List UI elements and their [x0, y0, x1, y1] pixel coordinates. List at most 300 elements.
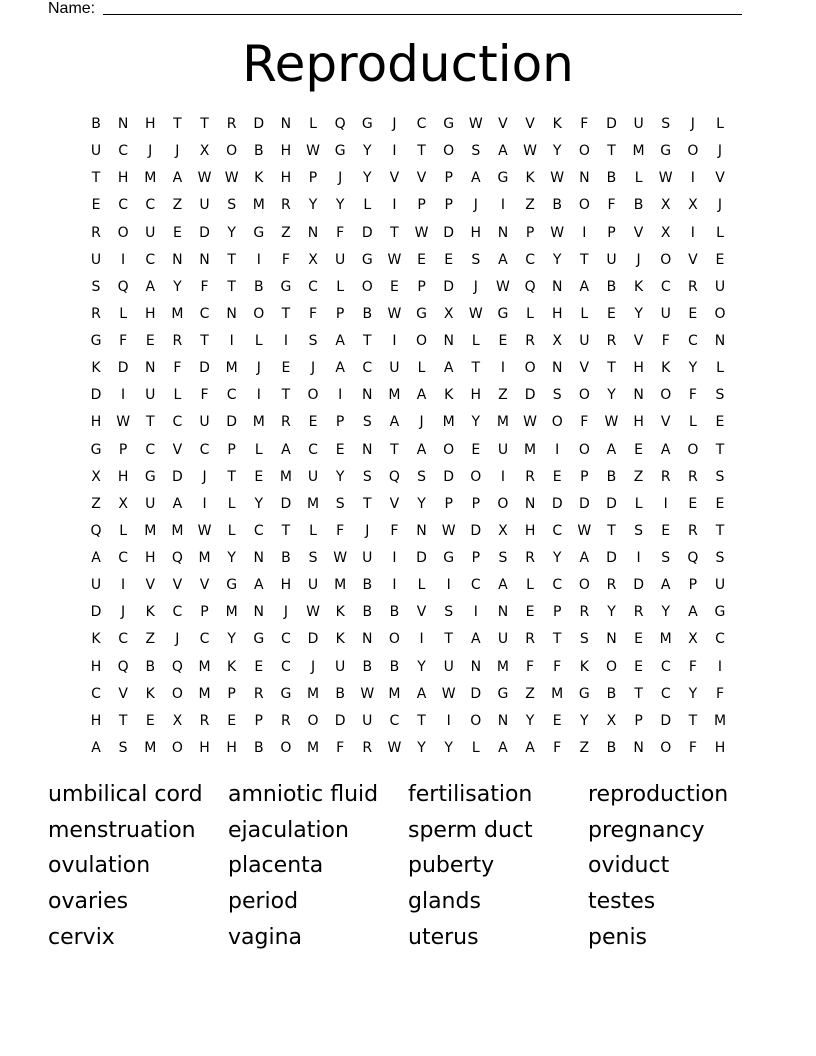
grid-letter: H	[524, 522, 536, 539]
grid-letter: U	[497, 441, 509, 458]
grid-letter: B	[606, 739, 617, 756]
grid-letter: C	[308, 441, 318, 458]
grid-letter: F	[688, 739, 697, 756]
grid-letter: T	[91, 170, 101, 187]
grid-letter: E	[254, 468, 264, 485]
grid-letter: T	[390, 224, 399, 241]
grid-letter: B	[335, 685, 345, 702]
grid-letter: H	[280, 143, 292, 160]
grid-letter: G	[714, 604, 726, 621]
grid-letter: T	[173, 116, 182, 132]
grid-letter: G	[361, 116, 373, 132]
grid-letter: L	[227, 495, 236, 512]
grid-letter: B	[91, 116, 101, 132]
grid-letter: C	[552, 522, 563, 539]
grid-letter: E	[634, 658, 644, 675]
name-label: Name:	[48, 0, 96, 17]
grid-letter: F	[526, 658, 535, 675]
grid-letter: T	[607, 360, 616, 377]
grid-letter: Y	[634, 305, 643, 322]
grid-letter: O	[416, 333, 428, 350]
grid-letter: T	[417, 143, 426, 160]
word-list-item: ovaries	[48, 889, 129, 915]
grid-letter: O	[470, 712, 482, 729]
grid-letter: O	[578, 197, 590, 214]
grid-letter: Y	[417, 495, 426, 512]
grid-letter: J	[473, 197, 478, 214]
grid-letter: M	[171, 522, 184, 539]
grid-letter: S	[471, 251, 481, 268]
grid-letter: O	[660, 387, 672, 404]
grid-letter: W	[414, 224, 429, 241]
grid-letter: D	[280, 495, 292, 512]
grid-letter: Q	[117, 278, 129, 295]
grid-letter: G	[497, 305, 509, 322]
grid-letter: Y	[607, 604, 616, 621]
grid-letter: I	[663, 495, 668, 512]
grid-letter: Q	[524, 278, 536, 295]
grid-letter: J	[175, 143, 180, 160]
grid-letter: L	[634, 495, 643, 512]
grid-letter: M	[442, 414, 455, 431]
grid-letter: G	[90, 441, 102, 458]
grid-letter: N	[497, 224, 509, 241]
grid-letter: I	[473, 604, 478, 621]
grid-letter: W	[116, 414, 131, 431]
grid-letter: I	[500, 197, 505, 214]
grid-letter: S	[661, 550, 671, 567]
grid-letter: L	[119, 305, 128, 322]
grid-letter: N	[253, 604, 264, 621]
grid-letter: R	[91, 224, 101, 241]
grid-letter: U	[362, 550, 373, 567]
grid-letter: B	[389, 658, 400, 675]
grid-letter: T	[471, 360, 481, 377]
grid-letter: T	[200, 333, 209, 350]
grid-letter: J	[338, 170, 343, 187]
grid-letter: A	[579, 278, 590, 295]
grid-letter: Z	[145, 631, 156, 648]
grid-letter: N	[416, 522, 427, 539]
grid-letter: V	[145, 577, 156, 594]
grid-letter: T	[715, 441, 725, 458]
grid-letter: E	[634, 631, 644, 648]
grid-letter: N	[226, 305, 237, 322]
grid-letter: H	[551, 305, 563, 322]
word-list-item: ovulation	[48, 853, 151, 879]
grid-letter: L	[471, 739, 480, 756]
grid-letter: U	[145, 387, 156, 404]
grid-letter: Z	[498, 387, 508, 404]
grid-letter: E	[227, 712, 237, 729]
grid-letter: L	[309, 522, 317, 539]
grid-letter: R	[525, 333, 535, 350]
grid-letter: V	[715, 170, 725, 187]
grid-letter: N	[253, 550, 264, 567]
grid-letter: Y	[335, 468, 345, 485]
grid-letter: D	[171, 468, 183, 485]
grid-letter: O	[578, 441, 590, 458]
grid-letter: H	[470, 224, 482, 241]
grid-letter: X	[118, 495, 128, 512]
grid-letter: W	[523, 143, 537, 160]
grid-letter: I	[338, 387, 343, 404]
grid-letter: L	[227, 522, 236, 539]
grid-letter: F	[119, 333, 128, 350]
grid-letter: F	[336, 224, 345, 241]
grid-letter: B	[389, 604, 400, 621]
grid-letter: W	[306, 143, 320, 160]
grid-letter: D	[199, 224, 210, 241]
grid-letter: F	[309, 305, 318, 322]
grid-letter: C	[281, 658, 291, 675]
grid-letter: L	[417, 360, 426, 377]
grid-letter: C	[145, 197, 156, 214]
grid-letter: J	[392, 116, 397, 132]
grid-letter: M	[306, 685, 320, 702]
grid-letter: Z	[525, 197, 535, 214]
grid-letter: C	[389, 712, 400, 729]
grid-letter: U	[606, 251, 617, 268]
grid-letter: S	[498, 550, 508, 567]
grid-letter: K	[254, 170, 264, 187]
grid-letter: T	[227, 468, 236, 485]
grid-letter: O	[443, 441, 455, 458]
grid-letter: Y	[580, 712, 589, 729]
grid-letter: T	[200, 116, 209, 132]
grid-letter: A	[416, 387, 427, 404]
grid-letter: V	[525, 116, 535, 132]
grid-letter: G	[280, 685, 292, 702]
grid-letter: M	[713, 712, 727, 729]
grid-letter: F	[390, 522, 399, 539]
grid-letter: A	[498, 143, 508, 160]
grid-letter: F	[553, 739, 562, 756]
grid-letter: M	[334, 577, 347, 594]
grid-letter: P	[335, 414, 345, 431]
grid-letter: H	[633, 360, 644, 377]
grid-letter: Y	[227, 550, 236, 567]
grid-letter: Y	[607, 387, 616, 404]
word-list-item: amniotic fluid	[228, 782, 379, 807]
grid-letter: D	[606, 495, 617, 512]
grid-letter: X	[606, 712, 617, 729]
grid-letter: J	[717, 197, 723, 214]
grid-letter: V	[579, 360, 590, 377]
grid-letter: I	[256, 251, 261, 268]
grid-letter: U	[579, 333, 590, 350]
grid-letter: C	[172, 414, 183, 431]
grid-letter: P	[525, 224, 535, 241]
grid-letter: V	[498, 116, 508, 132]
grid-letter: K	[91, 631, 101, 648]
grid-letter: B	[606, 468, 617, 485]
grid-letter: E	[145, 333, 155, 350]
grid-letter: F	[580, 116, 589, 132]
grid-letter: A	[471, 170, 481, 187]
grid-letter: J	[365, 522, 370, 539]
grid-letter: N	[606, 631, 617, 648]
grid-letter: A	[525, 739, 535, 756]
grid-letter: M	[524, 441, 537, 458]
grid-letter: Q	[687, 550, 699, 567]
grid-letter: D	[470, 522, 482, 539]
name-line	[103, 14, 742, 15]
grid-letter: C	[118, 197, 129, 214]
grid-letter: K	[634, 278, 644, 295]
grid-letter: N	[524, 495, 536, 512]
grid-letter: C	[199, 441, 210, 458]
grid-letter: V	[688, 251, 698, 268]
grid-letter: V	[389, 495, 400, 512]
grid-letter: V	[172, 441, 183, 458]
grid-letter: A	[606, 441, 617, 458]
grid-letter: P	[227, 441, 236, 458]
grid-letter: K	[335, 604, 345, 621]
grid-letter: F	[173, 360, 182, 377]
grid-letter: I	[121, 251, 126, 268]
grid-letter: H	[280, 577, 292, 594]
grid-letter: Y	[444, 739, 453, 756]
grid-letter: M	[252, 197, 265, 214]
grid-letter: R	[606, 577, 617, 594]
grid-letter: K	[91, 360, 101, 377]
grid-letter: M	[225, 360, 238, 377]
grid-letter: W	[550, 224, 565, 241]
grid-letter: B	[362, 305, 373, 322]
grid-letter: M	[659, 631, 672, 648]
grid-letter: Z	[579, 739, 590, 756]
grid-letter: U	[335, 658, 346, 675]
grid-letter: D	[361, 224, 373, 241]
grid-letter: E	[91, 197, 101, 214]
grid-letter: A	[498, 577, 508, 594]
grid-letter: J	[310, 360, 316, 377]
grid-letter: L	[363, 197, 372, 214]
grid-letter: O	[307, 387, 319, 404]
grid-letter: F	[661, 333, 670, 350]
grid-letter: L	[417, 577, 426, 594]
grid-letter: S	[552, 387, 562, 404]
grid-letter: Y	[688, 360, 698, 377]
grid-letter: I	[229, 333, 234, 350]
grid-letter: T	[227, 278, 236, 295]
grid-letter: M	[171, 305, 184, 322]
grid-letter: T	[634, 685, 643, 702]
grid-letter: J	[121, 604, 126, 621]
grid-letter: Y	[471, 414, 481, 431]
grid-letter: I	[555, 441, 560, 458]
grid-letter: Y	[552, 550, 562, 567]
grid-letter: M	[198, 550, 211, 567]
grid-letter: M	[144, 522, 157, 539]
grid-letter: I	[717, 658, 723, 675]
grid-letter: E	[254, 658, 264, 675]
word-list-item: cervix	[48, 924, 115, 950]
grid-letter: F	[336, 739, 345, 756]
grid-letter: I	[690, 224, 695, 241]
grid-letter: W	[387, 739, 402, 756]
grid-letter: D	[443, 224, 455, 241]
grid-letter: D	[443, 278, 455, 295]
grid-letter: G	[226, 577, 238, 594]
grid-letter: H	[714, 739, 726, 756]
grid-letter: O	[687, 143, 699, 160]
grid-letter: H	[633, 414, 644, 431]
grid-letter: G	[660, 143, 672, 160]
grid-letter: O	[605, 658, 617, 675]
grid-letter: G	[90, 333, 102, 350]
grid-letter: E	[715, 414, 725, 431]
grid-letter: U	[335, 251, 346, 268]
grid-letter: K	[525, 170, 535, 187]
grid-letter: G	[253, 224, 265, 241]
grid-letter: S	[715, 468, 725, 485]
grid-letter: P	[444, 197, 453, 214]
grid-letter: A	[172, 495, 183, 512]
grid-letter: R	[687, 278, 698, 295]
grid-letter: F	[580, 414, 589, 431]
grid-letter: O	[497, 495, 509, 512]
grid-letter: W	[441, 685, 456, 702]
grid-letter: I	[392, 143, 397, 160]
word-list-item: ejaculation	[228, 817, 349, 843]
grid-letter: N	[714, 333, 726, 350]
grid-letter: Q	[90, 522, 102, 539]
grid-letter: T	[363, 495, 372, 512]
grid-letter: J	[717, 143, 723, 160]
grid-letter: X	[688, 197, 698, 214]
grid-letter: T	[118, 712, 128, 729]
grid-letter: P	[444, 495, 453, 512]
grid-letter: B	[633, 197, 644, 214]
grid-letter: I	[392, 577, 397, 594]
grid-letter: G	[144, 468, 156, 485]
grid-letter: X	[443, 305, 454, 322]
grid-letter: E	[389, 278, 399, 295]
grid-letter: O	[660, 739, 672, 756]
grid-letter: C	[118, 550, 129, 567]
grid-letter: A	[91, 739, 101, 756]
grid-letter: C	[226, 387, 237, 404]
grid-letter: F	[688, 387, 697, 404]
grid-letter: B	[362, 577, 373, 594]
grid-letter: C	[660, 658, 671, 675]
grid-letter: F	[607, 197, 616, 214]
grid-letter: K	[335, 631, 345, 648]
grid-letter: E	[444, 251, 454, 268]
grid-letter: D	[551, 495, 563, 512]
grid-letter: Y	[417, 739, 426, 756]
grid-letter: G	[334, 143, 346, 160]
word-list-item: period	[228, 889, 299, 915]
grid-letter: C	[687, 333, 698, 350]
grid-letter: G	[497, 685, 509, 702]
grid-letter: Y	[254, 495, 264, 512]
grid-letter: W	[577, 522, 592, 539]
grid-letter: D	[90, 604, 102, 621]
grid-letter: S	[715, 550, 725, 567]
grid-letter: U	[307, 468, 319, 485]
grid-letter: M	[144, 170, 157, 187]
grid-letter: B	[362, 658, 373, 675]
grid-letter: W	[197, 522, 212, 539]
grid-letter: N	[117, 116, 129, 132]
grid-letter: S	[308, 333, 318, 350]
grid-letter: B	[552, 197, 562, 214]
grid-letter: H	[90, 712, 102, 729]
grid-letter: W	[604, 414, 619, 431]
grid-letter: A	[281, 441, 291, 458]
grid-letter: X	[308, 251, 318, 268]
grid-letter: M	[252, 414, 265, 431]
grid-letter: O	[470, 468, 482, 485]
grid-letter: C	[91, 685, 101, 702]
grid-letter: I	[582, 224, 587, 241]
grid-letter: Y	[661, 604, 670, 621]
grid-letter: Z	[91, 495, 101, 512]
grid-letter: R	[226, 116, 237, 132]
grid-letter: R	[579, 604, 590, 621]
grid-letter: O	[307, 712, 319, 729]
grid-letter: X	[172, 712, 183, 729]
grid-letter: R	[91, 305, 101, 322]
grid-letter: C	[199, 305, 210, 322]
grid-letter: R	[281, 414, 291, 431]
grid-letter: D	[117, 360, 129, 377]
grid-letter: V	[633, 224, 644, 241]
grid-letter: M	[144, 739, 157, 756]
grid-letter: W	[550, 170, 565, 187]
grid-letter: N	[633, 739, 644, 756]
grid-letter: G	[416, 305, 427, 322]
grid-letter: R	[172, 333, 183, 350]
grid-letter: Y	[417, 658, 426, 675]
grid-letter: U	[714, 577, 726, 594]
word-list-item: puberty	[408, 853, 495, 879]
grid-letter: W	[441, 522, 456, 539]
grid-letter: G	[280, 278, 292, 295]
grid-letter: Y	[227, 631, 236, 648]
grid-letter: T	[552, 631, 562, 648]
grid-letter: D	[334, 712, 346, 729]
grid-letter: L	[336, 278, 345, 295]
grid-letter: E	[688, 495, 698, 512]
grid-letter: U	[389, 360, 400, 377]
grid-letter: O	[226, 143, 238, 160]
grid-letter: V	[172, 577, 183, 594]
grid-letter: J	[148, 143, 153, 160]
grid-letter: H	[280, 170, 292, 187]
grid-letter: D	[524, 387, 536, 404]
grid-letter: E	[525, 604, 535, 621]
grid-letter: S	[227, 197, 237, 214]
word-list-item: reproduction	[588, 782, 729, 807]
grid-letter: S	[362, 414, 372, 431]
grid-letter: L	[716, 224, 724, 241]
grid-letter: Z	[172, 197, 183, 214]
grid-letter: Y	[552, 143, 562, 160]
grid-letter: S	[715, 387, 725, 404]
grid-letter: O	[578, 577, 590, 594]
grid-letter: N	[551, 360, 563, 377]
word-list-item: uterus	[408, 924, 479, 950]
grid-letter: T	[281, 522, 291, 539]
grid-letter: Y	[525, 712, 535, 729]
grid-letter: K	[145, 685, 155, 702]
grid-letter: D	[606, 550, 617, 567]
grid-letter: C	[715, 631, 725, 648]
